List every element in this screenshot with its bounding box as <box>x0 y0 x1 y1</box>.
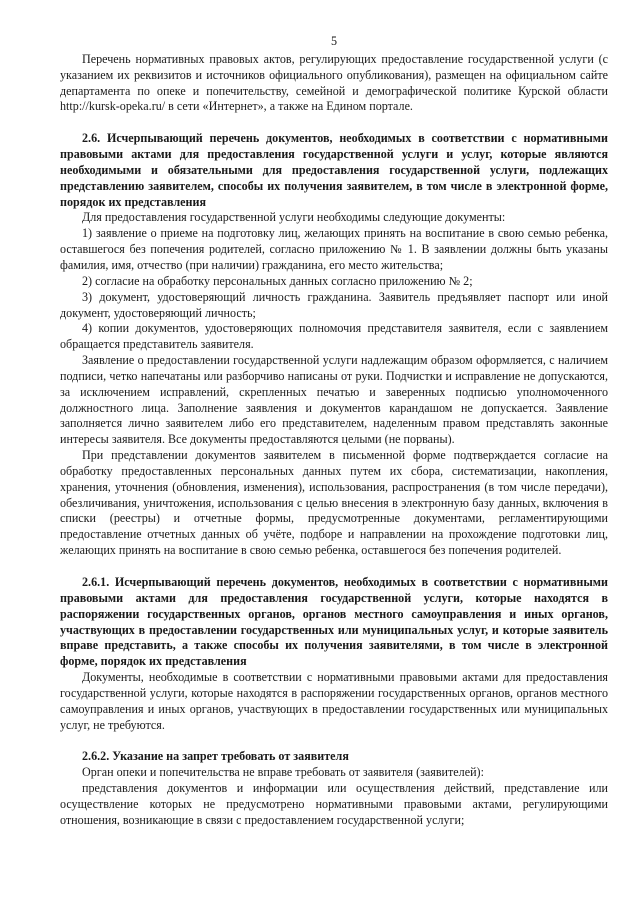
section-2-6-paragraph-6: Заявление о предоставлении государственной услуги надлежащим образом оформляется, с наличием подписи, четко напечатаны или разборчиво написаны от руки. Подчистки и исправление не допускаются, за исключением исправлений, скрепленных печатью и заверенных подписью уполномоченного должностного лица. Заполнение заявления и документов карандашом не допускается. Заявление заполняется лично заявителем либо его представителем, наделенным правом представлять законные интересы заявителя. Все документы предоставляются целыми (не порваны). <box>60 353 608 447</box>
section-2-6-paragraph-3: 2) согласие на обработку персональных данных согласно приложению № 2; <box>82 273 473 288</box>
section-2-6-2-paragraph-2: представления документов и информации или осуществления действий, представление или осуществление которых не предусмотрено нормативными правовыми актами, регулирующими отношения, возникающие в связи с предоставлением государственной услуги; <box>60 781 608 827</box>
section-2-6-1-paragraph-1: Документы, необходимые в соответствии с нормативными правовыми актами для предоставления государственной услуги, которые находятся в распоряжении государственных органов, органов местного самоуправления и иных органов, участвующих в предоставлении государственных или муниципальных услуг, не требуются. <box>60 670 608 732</box>
section-2-6-paragraph-7: При представлении документов заявителем в письменной форме подтверждается согласие на обработку предоставленных персональных данных путем их сбора, систематизации, накопления, хранения, уточнения (обновления, изменения), использования, распространения (в том числе передачи), обезличивания, уничтожения, использования с целью внесения в электронную базу данных, включения в списки (реестры) и отчетные формы, предусмотренные документами, регламентирующими предоставление отчетных данных об учёте, подборе и направлении на прохождение подготовки лиц, желающих принять на воспитание в свою семью ребенка, оставшегося без попечения родителей. <box>60 448 608 558</box>
section-2-6-paragraph-1: Для предоставления государственной услуги необходимы следующие документы: <box>82 210 506 225</box>
page-number: 5 <box>330 34 338 48</box>
document-page <box>60 34 608 829</box>
section-2-6-paragraph-5: 4) копии документов, удостоверяющих полномочия представителя заявителя, если с заявлением обращается представитель заявителя. <box>60 321 608 352</box>
section-2-6-2-heading: 2.6.2. Указание на запрет требовать от заявителя <box>82 749 349 764</box>
section-2-6-paragraph-4: 3) документ, удостоверяющий личность гражданина. Заявитель предъявляет паспорт или иной документ, удостоверяющий личность; <box>60 289 608 320</box>
intro-paragraph: Перечень нормативных правовых актов, регулирующих предоставление государственной услуги (с указанием их реквизитов и источников официального опубликования), размещен на официальном сайте департамента по опеке и попечительству, семейной и демографической политике Курской области http://kursk-opeka.ru/ в сети «Интернет», а также на Едином портале. <box>60 51 608 114</box>
section-2-6-1-heading: 2.6.1. Исчерпывающий перечень документов, необходимых в соответствии с нормативными правовыми актами для предоставления государственной услуги, которые находятся в распоряжении государственных органов, органов местного самоуправления и иных органов, участвующих в предоставлении государственных или муниципальных услуг, и которые заявитель вправе представить, а также способы их получения заявителями, в том числе в электронной форме, порядок их представления <box>60 575 608 669</box>
section-2-6-heading: 2.6. Исчерпывающий перечень документов, необходимых в соответствии с нормативными правовыми актами для предоставления государственной услуги и услуг, которые являются необходимыми и обязательными для предоставления государственной услуги, подлежащих представлению заявителем, способы их получения заявителем, в том числе в электронной форме, порядок их представления <box>60 131 608 209</box>
section-2-6-paragraph-2: 1) заявление о приеме на подготовку лиц, желающих принять на воспитание в свою семью ребенка, оставшегося без попечения родителей, согласно приложению № 1. В заявлении должны быть указаны фамилия, имя, отчество (при наличии) гражданина, его место жительства; <box>60 226 608 272</box>
section-2-6-2-paragraph-1: Орган опеки и попечительства не вправе требовать от заявителя (заявителей): <box>82 765 484 780</box>
